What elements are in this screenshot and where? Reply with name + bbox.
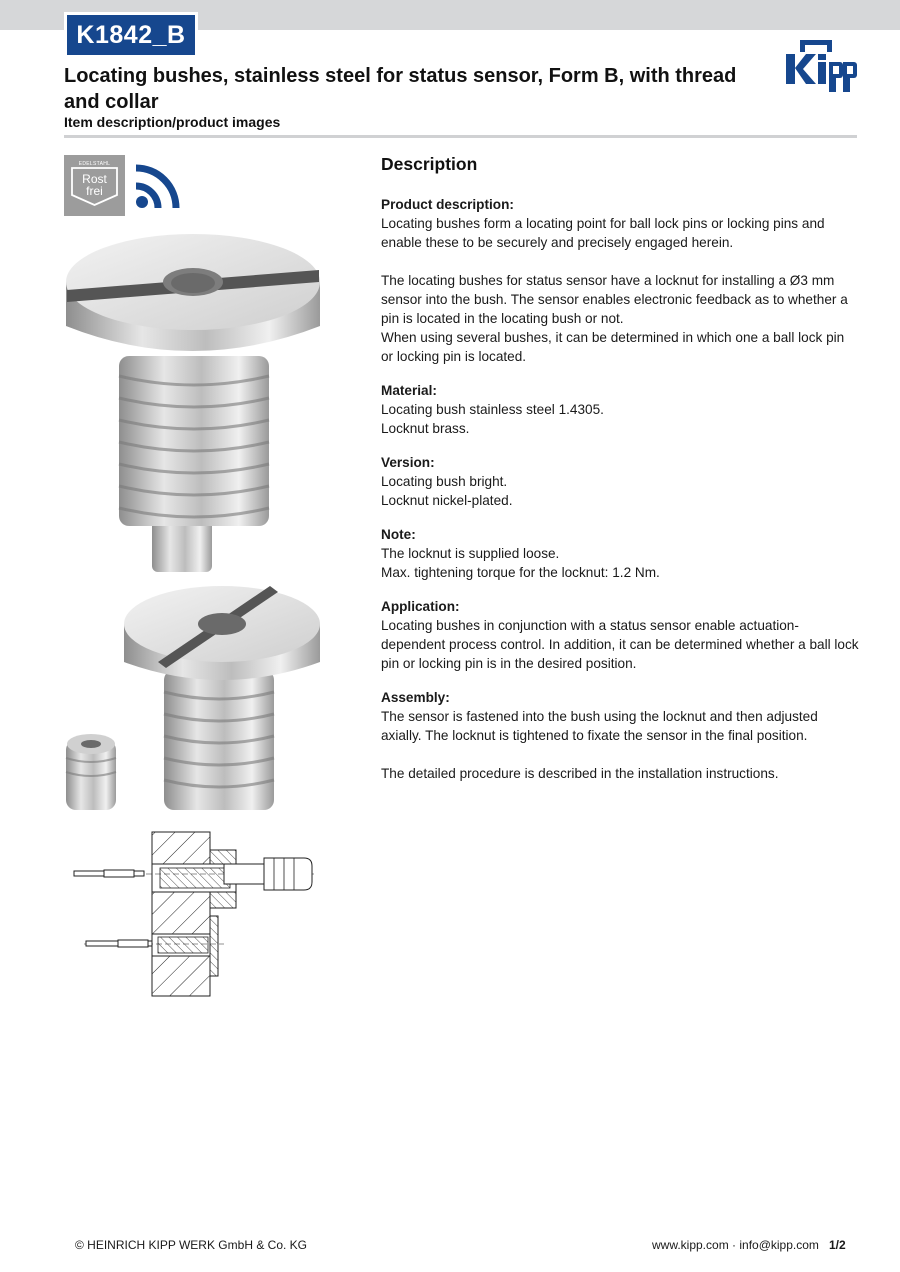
page-subtitle: Item description/product images	[64, 114, 281, 130]
badge-small-text: EDELSTAHL	[78, 161, 111, 167]
product-code: K1842_B	[67, 15, 195, 55]
section-heading: Application:	[381, 599, 460, 614]
page-title: Locating bushes, stainless steel for status sensor, Form B, with thread and collar	[64, 65, 737, 113]
svg-text:Rost: Rost	[82, 172, 107, 186]
section-paragraph: Max. tightening torque for the locknut: 1.2 Nm.	[381, 565, 660, 580]
installation-drawing	[64, 824, 322, 1000]
paragraph-gap	[381, 252, 859, 271]
description-section	[381, 195, 859, 366]
svg-text:frei: frei	[86, 184, 103, 198]
section-heading: Material:	[381, 383, 437, 398]
section-heading: Note:	[381, 527, 416, 542]
footer-contact: www.kipp.com · info@kipp.com	[652, 1238, 819, 1252]
section-paragraph: Locating bush bright.	[381, 474, 508, 489]
kipp-logo	[782, 38, 858, 92]
description-column	[381, 152, 859, 798]
section-paragraph: Locating bush stainless steel 1.4305.	[381, 402, 604, 417]
product-image-bush-with-locknut	[64, 580, 322, 820]
section-paragraph: Locating bushes in conjunction with a status sensor enable actuation-dependent process control. In addition, it can be determined whether a ball lock pin or locking pin is in the desired position.	[381, 618, 859, 671]
section-paragraph: Locknut brass.	[381, 421, 470, 436]
section-heading: Assembly:	[381, 690, 450, 705]
description-section	[381, 688, 859, 783]
section-paragraph: The locknut is supplied loose.	[381, 546, 560, 561]
section-paragraph: Locating bushes form a locating point for ball lock pins or locking pins and enable these to be securely and precisely engaged herein.	[381, 216, 825, 250]
footer-page-number: 1/2	[829, 1238, 846, 1252]
description-section	[381, 525, 859, 582]
stainless-steel-badge	[64, 155, 125, 216]
description-heading: Description	[381, 154, 478, 174]
description-section	[381, 381, 859, 438]
section-paragraph: The detailed procedure is described in the installation instructions.	[381, 766, 779, 781]
header-divider	[64, 135, 857, 138]
section-heading: Version:	[381, 455, 435, 470]
product-image-locating-bush	[64, 226, 322, 576]
description-sections	[381, 195, 859, 783]
section-paragraph: The sensor is fastened into the bush using the locknut and then adjusted axially. The locknut is tightened to fixate the sensor in the final position.	[381, 709, 818, 743]
section-paragraph: The locating bushes for status sensor have a locknut for installing a Ø3 mm sensor into the bush. The sensor enables electronic feedback as to whether a pin is located in the locating bush or not.	[381, 273, 848, 326]
description-section	[381, 597, 859, 673]
footer-copyright: © HEINRICH KIPP WERK GmbH & Co. KG	[75, 1238, 307, 1252]
wireless-signal-icon	[134, 160, 182, 210]
section-paragraph: When using several bushes, it can be determined in which one a ball lock pin or locking pin is located.	[381, 330, 845, 364]
section-heading: Product description:	[381, 197, 514, 212]
paragraph-gap	[381, 745, 859, 764]
shield-icon	[64, 155, 125, 216]
section-paragraph: Locknut nickel-plated.	[381, 493, 513, 508]
description-section	[381, 453, 859, 510]
product-code-box	[64, 12, 198, 58]
